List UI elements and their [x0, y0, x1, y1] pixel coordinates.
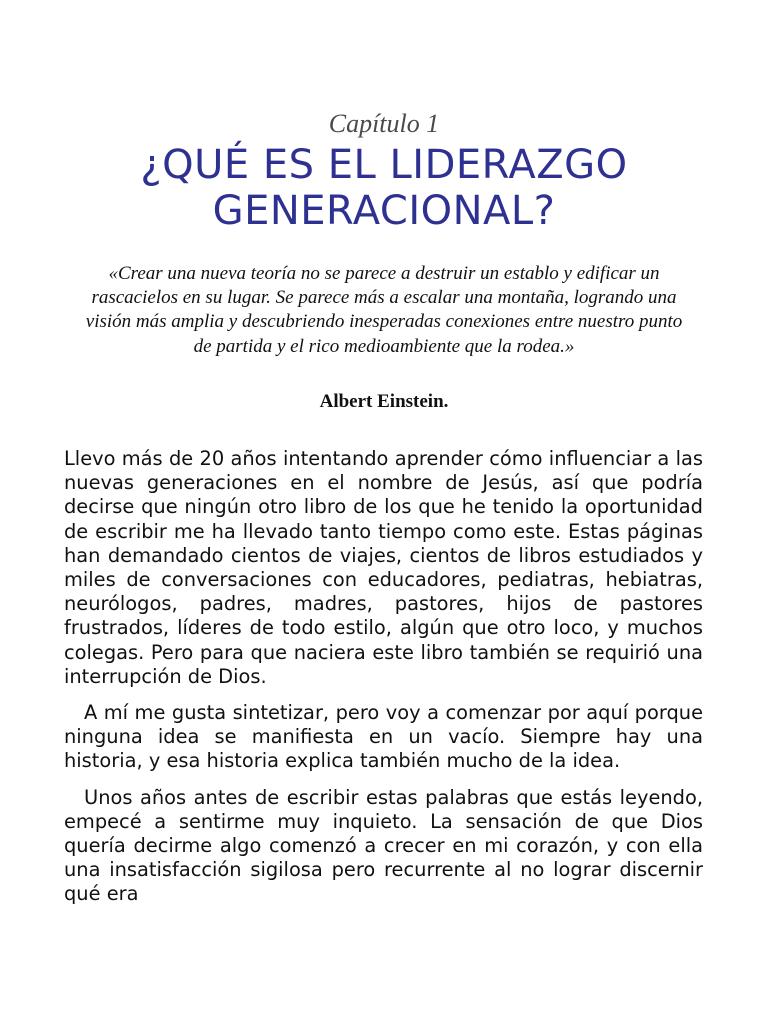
body-text	[64, 447, 703, 919]
body-paragraph: A mí me gusta sintetizar, pero voy a comenzar por aquí porque ninguna idea se manifiesta en un vacío. Siempre hay una historia, y esa historia explica también mucho de la idea.	[64, 701, 703, 773]
epigraph-quote: «Crear una nueva teoría no se parece a destruir un establo y edificar un rascacielos en su lugar. Se parece más a escalar una montaña, logrando una visión más amplia y descubriendo inesperadas conexiones entre nuestro punto de partida y el rico medioambiente que la rodea.»	[85, 263, 683, 357]
chapter-title: ¿QUÉ ES EL LIDERAZGO GENERACIONAL?	[140, 142, 628, 234]
body-paragraph: Llevo más de 20 años intentando aprender cómo influenciar a las nuevas generaciones en el nombre de Jesús, así que podría decirse que ningún otro libro de los que he tenido la oportunidad de escribir me ha llevado tanto tiempo como este. Estas páginas han demandado cientos de viajes, cientos de libros estudiados y miles de conversaciones con educadores, pediatras, hebiatras, neurólogos, padres, madres, pastores, hijos de pastores frustrados, líderes de todo estilo, algún que otro loco, y muchos colegas. Pero para que naciera este libro también se requirió una interrupción de Dios.	[64, 447, 703, 688]
body-paragraph: Unos años antes de escribir estas palabras que estás leyendo, empecé a sentirme muy inquieto. La sensación de que Dios quería decirme algo comenzó a crecer en mi corazón, y con ella una insatisfacción sigilosa pero recurrente al no lograr discernir qué era	[64, 785, 703, 906]
chapter-label: Capítulo 1	[328, 109, 440, 138]
epigraph-author: Albert Einstein.	[319, 391, 449, 412]
